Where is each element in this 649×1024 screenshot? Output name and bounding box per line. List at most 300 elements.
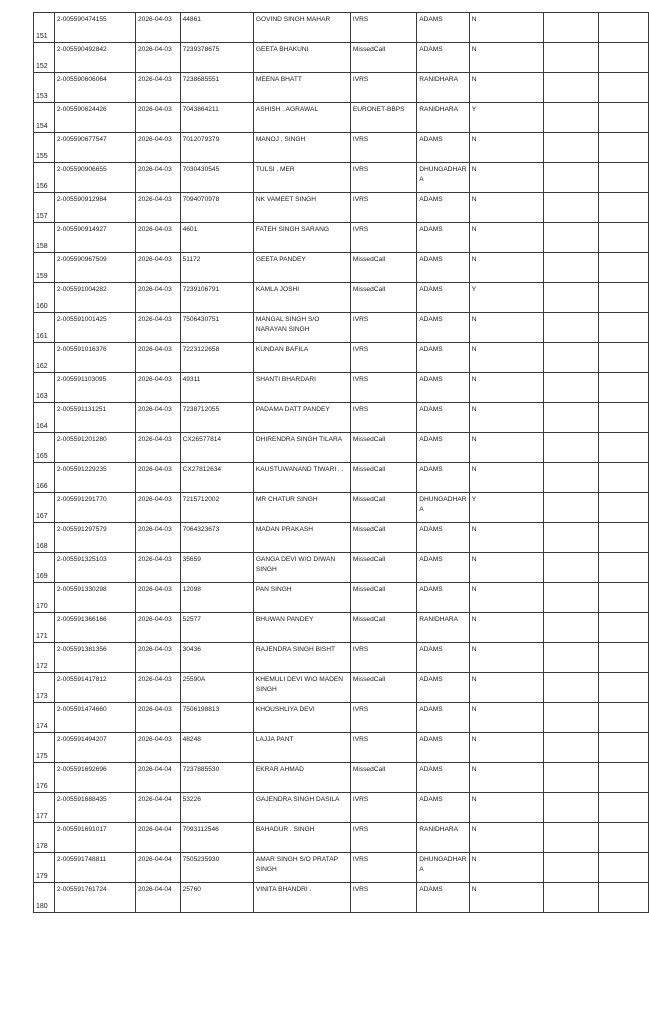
- empty-cell: [599, 823, 649, 853]
- empty-cell: [599, 283, 649, 313]
- area-cell: ADAMS: [417, 193, 470, 223]
- empty-cell: [544, 373, 599, 403]
- empty-cell: [599, 493, 649, 523]
- area-cell: ADAMS: [417, 463, 470, 493]
- area-cell: ADAMS: [417, 433, 470, 463]
- table-row: [34, 163, 649, 193]
- area-cell: ADAMS: [417, 523, 470, 553]
- phone-cell: CX27812634: [180, 463, 253, 493]
- area-cell: ADAMS: [417, 703, 470, 733]
- consumer-name-cell: MANGAL SINGH S/O NARAYAN SINGH: [253, 313, 350, 343]
- complaint-id-cell: 2-005591201280: [54, 433, 135, 463]
- flag-cell: Y: [469, 103, 543, 133]
- date-cell: 2026-04-03: [136, 283, 181, 313]
- serial-number-cell: 163: [34, 373, 55, 403]
- consumer-name-cell: GAJENDRA SINGH DASILA: [253, 793, 350, 823]
- date-cell: 2026-04-03: [136, 103, 181, 133]
- flag-cell: N: [469, 343, 543, 373]
- complaint-id-cell: 2-005591748811: [54, 853, 135, 883]
- area-cell: ADAMS: [417, 133, 470, 163]
- source-cell: IVRS: [350, 313, 416, 343]
- empty-cell: [544, 493, 599, 523]
- complaint-id-cell: 2-005591692696: [54, 763, 135, 793]
- empty-cell: [544, 163, 599, 193]
- serial-number-cell: 175: [34, 733, 55, 763]
- source-cell: IVRS: [350, 73, 416, 103]
- complaint-id-cell: 2-005591417812: [54, 673, 135, 703]
- date-cell: 2026-04-03: [136, 313, 181, 343]
- complaint-id-cell: 2-005590967509: [54, 253, 135, 283]
- area-cell: ADAMS: [417, 283, 470, 313]
- flag-cell: N: [469, 313, 543, 343]
- area-cell: ADAMS: [417, 883, 470, 913]
- flag-cell: N: [469, 133, 543, 163]
- area-cell: ADAMS: [417, 583, 470, 613]
- phone-cell: 7064323673: [180, 523, 253, 553]
- flag-cell: N: [469, 703, 543, 733]
- source-cell: IVRS: [350, 703, 416, 733]
- source-cell: IVRS: [350, 133, 416, 163]
- flag-cell: Y: [469, 283, 543, 313]
- flag-cell: N: [469, 763, 543, 793]
- complaint-id-cell: 2-005591494207: [54, 733, 135, 763]
- table-row: [34, 343, 649, 373]
- complaint-id-cell: 2-005590677547: [54, 133, 135, 163]
- complaint-id-cell: 2-005591297579: [54, 523, 135, 553]
- source-cell: MissedCall: [350, 583, 416, 613]
- table-row: [34, 883, 649, 913]
- empty-cell: [544, 223, 599, 253]
- source-cell: EURONET-BBPS: [350, 103, 416, 133]
- date-cell: 2026-04-04: [136, 763, 181, 793]
- date-cell: 2026-04-03: [136, 733, 181, 763]
- phone-cell: 35659: [180, 553, 253, 583]
- complaint-id-cell: 2-005591103095: [54, 373, 135, 403]
- consumer-name-cell: PADAMA DATT PANDEY: [253, 403, 350, 433]
- date-cell: 2026-04-03: [136, 343, 181, 373]
- consumer-name-cell: MANOJ . SINGH: [253, 133, 350, 163]
- empty-cell: [599, 373, 649, 403]
- phone-cell: 7505235930: [180, 853, 253, 883]
- date-cell: 2026-04-04: [136, 883, 181, 913]
- consumer-name-cell: MR CHATUR SINGH: [253, 493, 350, 523]
- serial-number-cell: 177: [34, 793, 55, 823]
- date-cell: 2026-04-03: [136, 253, 181, 283]
- date-cell: 2026-04-03: [136, 223, 181, 253]
- date-cell: 2026-04-03: [136, 463, 181, 493]
- complaint-id-cell: 2-005590624426: [54, 103, 135, 133]
- phone-cell: 4601: [180, 223, 253, 253]
- consumer-name-cell: TULSI . MER: [253, 163, 350, 193]
- empty-cell: [599, 523, 649, 553]
- empty-cell: [544, 763, 599, 793]
- flag-cell: N: [469, 433, 543, 463]
- table-row: [34, 553, 649, 583]
- empty-cell: [544, 463, 599, 493]
- table-row: [34, 103, 649, 133]
- table-row: [34, 733, 649, 763]
- table-row: [34, 403, 649, 433]
- empty-cell: [599, 733, 649, 763]
- area-cell: ADAMS: [417, 313, 470, 343]
- phone-cell: 7030430545: [180, 163, 253, 193]
- phone-cell: 7506198813: [180, 703, 253, 733]
- area-cell: ADAMS: [417, 643, 470, 673]
- empty-cell: [544, 793, 599, 823]
- empty-cell: [544, 853, 599, 883]
- flag-cell: N: [469, 463, 543, 493]
- source-cell: IVRS: [350, 13, 416, 43]
- phone-cell: 25590A: [180, 673, 253, 703]
- complaint-id-cell: 2-005591291770: [54, 493, 135, 523]
- table-row: [34, 793, 649, 823]
- phone-cell: 52577: [180, 613, 253, 643]
- table-row: [34, 613, 649, 643]
- phone-cell: 7215712002: [180, 493, 253, 523]
- flag-cell: N: [469, 13, 543, 43]
- consumer-name-cell: MADAN PRAKASH: [253, 523, 350, 553]
- empty-cell: [599, 103, 649, 133]
- table-row: [34, 73, 649, 103]
- empty-cell: [544, 133, 599, 163]
- area-cell: RANIDHARA: [417, 613, 470, 643]
- records-table: [33, 12, 649, 913]
- flag-cell: N: [469, 163, 543, 193]
- empty-cell: [599, 673, 649, 703]
- source-cell: MissedCall: [350, 253, 416, 283]
- flag-cell: N: [469, 223, 543, 253]
- date-cell: 2026-04-03: [136, 373, 181, 403]
- complaint-id-cell: 2-005591016376: [54, 343, 135, 373]
- consumer-name-cell: MEENA BHATT: [253, 73, 350, 103]
- phone-cell: 48248: [180, 733, 253, 763]
- source-cell: MissedCall: [350, 463, 416, 493]
- phone-cell: 7094070978: [180, 193, 253, 223]
- date-cell: 2026-04-03: [136, 613, 181, 643]
- empty-cell: [544, 523, 599, 553]
- table-row: [34, 673, 649, 703]
- empty-cell: [599, 403, 649, 433]
- flag-cell: N: [469, 613, 543, 643]
- serial-number-cell: 155: [34, 133, 55, 163]
- serial-number-cell: 153: [34, 73, 55, 103]
- consumer-name-cell: GEETA BHAKUNI: [253, 43, 350, 73]
- empty-cell: [599, 553, 649, 583]
- complaint-id-cell: 2-005591325103: [54, 553, 135, 583]
- consumer-name-cell: EKRAR AHMAD: [253, 763, 350, 793]
- empty-cell: [544, 823, 599, 853]
- flag-cell: N: [469, 883, 543, 913]
- serial-number-cell: 160: [34, 283, 55, 313]
- phone-cell: 7238685551: [180, 73, 253, 103]
- complaint-id-cell: 2-005591366166: [54, 613, 135, 643]
- empty-cell: [544, 193, 599, 223]
- empty-cell: [599, 43, 649, 73]
- phone-cell: 51172: [180, 253, 253, 283]
- serial-number-cell: 152: [34, 43, 55, 73]
- consumer-name-cell: BHUWAN PANDEY: [253, 613, 350, 643]
- complaint-id-cell: 2-005590474155: [54, 13, 135, 43]
- complaint-id-cell: 2-005591688435: [54, 793, 135, 823]
- flag-cell: N: [469, 583, 543, 613]
- phone-cell: 49311: [180, 373, 253, 403]
- consumer-name-cell: KUNDAN BAFILA: [253, 343, 350, 373]
- date-cell: 2026-04-03: [136, 73, 181, 103]
- phone-cell: 7237885530: [180, 763, 253, 793]
- complaint-id-cell: 2-005591474660: [54, 703, 135, 733]
- phone-cell: 7238712055: [180, 403, 253, 433]
- source-cell: MissedCall: [350, 283, 416, 313]
- consumer-name-cell: FATEH SINGH SARANG: [253, 223, 350, 253]
- area-cell: ADAMS: [417, 793, 470, 823]
- date-cell: 2026-04-03: [136, 43, 181, 73]
- flag-cell: Y: [469, 493, 543, 523]
- table-row: [34, 643, 649, 673]
- empty-cell: [599, 583, 649, 613]
- empty-cell: [544, 613, 599, 643]
- area-cell: ADAMS: [417, 43, 470, 73]
- serial-number-cell: 178: [34, 823, 55, 853]
- consumer-name-cell: GOVIND SINGH MAHAR: [253, 13, 350, 43]
- table-row: [34, 523, 649, 553]
- date-cell: 2026-04-04: [136, 823, 181, 853]
- flag-cell: N: [469, 793, 543, 823]
- empty-cell: [599, 163, 649, 193]
- serial-number-cell: 157: [34, 193, 55, 223]
- source-cell: IVRS: [350, 403, 416, 433]
- phone-cell: 25760: [180, 883, 253, 913]
- date-cell: 2026-04-03: [136, 523, 181, 553]
- empty-cell: [544, 343, 599, 373]
- phone-cell: 7239106791: [180, 283, 253, 313]
- date-cell: 2026-04-03: [136, 583, 181, 613]
- flag-cell: N: [469, 553, 543, 583]
- area-cell: RANIDHARA: [417, 73, 470, 103]
- complaint-id-cell: 2-005591131251: [54, 403, 135, 433]
- consumer-name-cell: ASHISH . AGRAWAL: [253, 103, 350, 133]
- empty-cell: [544, 733, 599, 763]
- flag-cell: N: [469, 43, 543, 73]
- source-cell: MissedCall: [350, 433, 416, 463]
- serial-number-cell: 159: [34, 253, 55, 283]
- source-cell: IVRS: [350, 823, 416, 853]
- phone-cell: 7093112546: [180, 823, 253, 853]
- empty-cell: [599, 193, 649, 223]
- empty-cell: [544, 73, 599, 103]
- complaint-id-cell: 2-005590914927: [54, 223, 135, 253]
- serial-number-cell: 164: [34, 403, 55, 433]
- empty-cell: [544, 553, 599, 583]
- consumer-name-cell: LAJJA PANT: [253, 733, 350, 763]
- empty-cell: [599, 13, 649, 43]
- table-row: [34, 313, 649, 343]
- complaint-id-cell: 2-005590606064: [54, 73, 135, 103]
- empty-cell: [599, 133, 649, 163]
- consumer-name-cell: GANGA DEVI W/O DIWAN SINGH: [253, 553, 350, 583]
- serial-number-cell: 180: [34, 883, 55, 913]
- serial-number-cell: 169: [34, 553, 55, 583]
- consumer-name-cell: NK VAMEET SINGH: [253, 193, 350, 223]
- date-cell: 2026-04-03: [136, 13, 181, 43]
- empty-cell: [544, 313, 599, 343]
- empty-cell: [544, 643, 599, 673]
- complaint-id-cell: 2-005590492842: [54, 43, 135, 73]
- flag-cell: N: [469, 523, 543, 553]
- empty-cell: [599, 643, 649, 673]
- complaint-id-cell: 2-005591330298: [54, 583, 135, 613]
- phone-cell: 7043864211: [180, 103, 253, 133]
- empty-cell: [599, 343, 649, 373]
- area-cell: DHUNGADHAR A: [417, 493, 470, 523]
- consumer-name-cell: KHOUSHLIYA DEVI: [253, 703, 350, 733]
- complaint-id-cell: 2-005591001425: [54, 313, 135, 343]
- table-row: [34, 853, 649, 883]
- empty-cell: [544, 673, 599, 703]
- empty-cell: [599, 793, 649, 823]
- area-cell: DHUNGADHAR A: [417, 853, 470, 883]
- serial-number-cell: 167: [34, 493, 55, 523]
- consumer-name-cell: RAJENDRA SINGH BISHT: [253, 643, 350, 673]
- table-row: [34, 763, 649, 793]
- flag-cell: N: [469, 643, 543, 673]
- complaint-id-cell: 2-005591381356: [54, 643, 135, 673]
- empty-cell: [599, 253, 649, 283]
- consumer-name-cell: DHIRENDRA SINGH TILARA: [253, 433, 350, 463]
- table-row: [34, 433, 649, 463]
- serial-number-cell: 168: [34, 523, 55, 553]
- empty-cell: [544, 703, 599, 733]
- empty-cell: [544, 43, 599, 73]
- complaint-id-cell: 2-005591229235: [54, 463, 135, 493]
- date-cell: 2026-04-03: [136, 433, 181, 463]
- serial-number-cell: 165: [34, 433, 55, 463]
- records-body: [34, 13, 649, 913]
- empty-cell: [544, 883, 599, 913]
- serial-number-cell: 174: [34, 703, 55, 733]
- source-cell: MissedCall: [350, 613, 416, 643]
- empty-cell: [544, 13, 599, 43]
- date-cell: 2026-04-03: [136, 163, 181, 193]
- area-cell: RANIDHARA: [417, 103, 470, 133]
- phone-cell: 7223122658: [180, 343, 253, 373]
- source-cell: IVRS: [350, 343, 416, 373]
- flag-cell: N: [469, 823, 543, 853]
- phone-cell: 7506430751: [180, 313, 253, 343]
- empty-cell: [599, 223, 649, 253]
- consumer-name-cell: KAMLA JOSHI: [253, 283, 350, 313]
- date-cell: 2026-04-03: [136, 553, 181, 583]
- table-row: [34, 823, 649, 853]
- flag-cell: N: [469, 193, 543, 223]
- serial-number-cell: 171: [34, 613, 55, 643]
- area-cell: ADAMS: [417, 403, 470, 433]
- source-cell: IVRS: [350, 733, 416, 763]
- empty-cell: [599, 703, 649, 733]
- source-cell: MissedCall: [350, 43, 416, 73]
- serial-number-cell: 158: [34, 223, 55, 253]
- date-cell: 2026-04-03: [136, 673, 181, 703]
- table-row: [34, 223, 649, 253]
- phone-cell: 7239378675: [180, 43, 253, 73]
- area-cell: ADAMS: [417, 673, 470, 703]
- serial-number-cell: 151: [34, 13, 55, 43]
- source-cell: MissedCall: [350, 493, 416, 523]
- table-row: [34, 463, 649, 493]
- source-cell: MissedCall: [350, 553, 416, 583]
- area-cell: ADAMS: [417, 733, 470, 763]
- source-cell: IVRS: [350, 643, 416, 673]
- area-cell: ADAMS: [417, 763, 470, 793]
- date-cell: 2026-04-03: [136, 133, 181, 163]
- source-cell: MissedCall: [350, 763, 416, 793]
- complaint-id-cell: 2-005591691017: [54, 823, 135, 853]
- table-row: [34, 283, 649, 313]
- empty-cell: [544, 283, 599, 313]
- serial-number-cell: 172: [34, 643, 55, 673]
- source-cell: IVRS: [350, 223, 416, 253]
- area-cell: ADAMS: [417, 343, 470, 373]
- table-row: [34, 43, 649, 73]
- flag-cell: N: [469, 253, 543, 283]
- source-cell: IVRS: [350, 883, 416, 913]
- flag-cell: N: [469, 673, 543, 703]
- phone-cell: CX26577814: [180, 433, 253, 463]
- consumer-name-cell: KAUSTUWANAND TIWARI . .: [253, 463, 350, 493]
- source-cell: MissedCall: [350, 523, 416, 553]
- area-cell: ADAMS: [417, 223, 470, 253]
- serial-number-cell: 162: [34, 343, 55, 373]
- source-cell: IVRS: [350, 193, 416, 223]
- source-cell: IVRS: [350, 373, 416, 403]
- complaint-id-cell: 2-005590912984: [54, 193, 135, 223]
- date-cell: 2026-04-04: [136, 853, 181, 883]
- date-cell: 2026-04-03: [136, 493, 181, 523]
- empty-cell: [544, 103, 599, 133]
- phone-cell: 12098: [180, 583, 253, 613]
- empty-cell: [599, 313, 649, 343]
- table-row: [34, 373, 649, 403]
- empty-cell: [544, 403, 599, 433]
- complaint-id-cell: 2-005591761724: [54, 883, 135, 913]
- serial-number-cell: 179: [34, 853, 55, 883]
- area-cell: RANIDHARA: [417, 823, 470, 853]
- table-row: [34, 133, 649, 163]
- table-row: [34, 493, 649, 523]
- serial-number-cell: 170: [34, 583, 55, 613]
- serial-number-cell: 161: [34, 313, 55, 343]
- consumer-name-cell: GEETA PANDEY: [253, 253, 350, 283]
- area-cell: DHUNGADHAR A: [417, 163, 470, 193]
- table-row: [34, 253, 649, 283]
- table-row: [34, 13, 649, 43]
- flag-cell: N: [469, 853, 543, 883]
- empty-cell: [544, 583, 599, 613]
- source-cell: MissedCall: [350, 673, 416, 703]
- empty-cell: [599, 463, 649, 493]
- area-cell: ADAMS: [417, 553, 470, 583]
- consumer-name-cell: VINITA BHANDRI .: [253, 883, 350, 913]
- complaint-id-cell: 2-005591004282: [54, 283, 135, 313]
- empty-cell: [599, 613, 649, 643]
- date-cell: 2026-04-03: [136, 403, 181, 433]
- area-cell: ADAMS: [417, 373, 470, 403]
- date-cell: 2026-04-04: [136, 793, 181, 823]
- flag-cell: N: [469, 733, 543, 763]
- empty-cell: [599, 73, 649, 103]
- empty-cell: [544, 433, 599, 463]
- empty-cell: [544, 253, 599, 283]
- serial-number-cell: 156: [34, 163, 55, 193]
